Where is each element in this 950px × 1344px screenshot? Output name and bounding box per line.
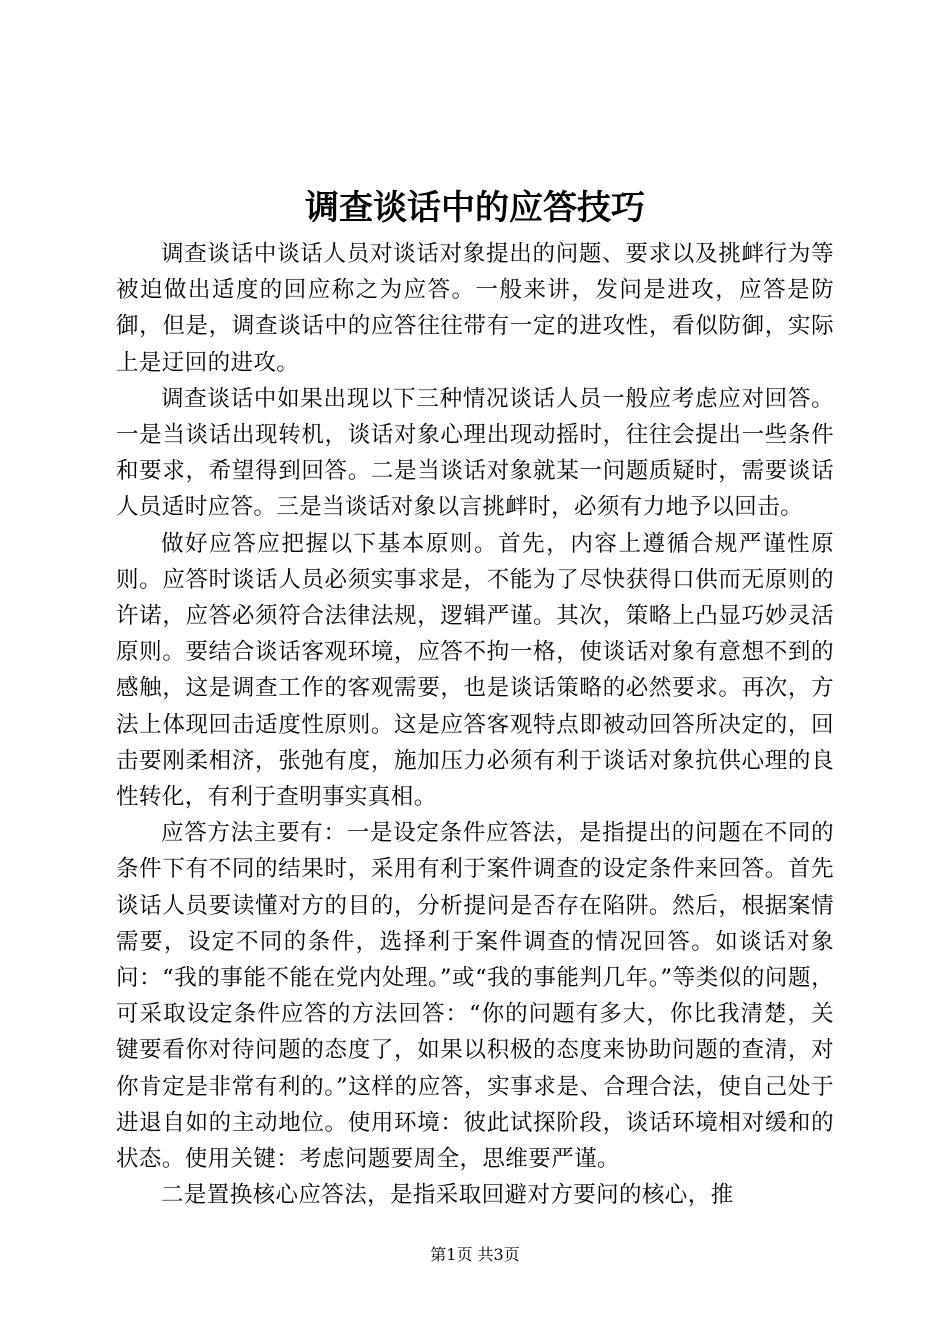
document-title: 调查谈话中的应答技巧: [305, 188, 645, 228]
paragraph: 做好应答应把握以下基本原则。首先，内容上遵循合规严谨性原则。应答时谈话人员必须实事求是，不能为了尽快获得口供而无原则的许诺，应答必须符合法律法规，逻辑严谨。其次，策略上凸显巧妙灵活原则。要结合谈话客观环境，应答不拘一格，使谈话对象有意想不到的感触，这是调查工作的客观需要，也是谈话策略的必然要求。再次，方法上体现回击适度性原则。这是应答客观特点即被动回答所决定的，回击要刚柔相济，张弛有度，施加压力必须有利于谈话对象抗供心理的良性转化，有利于查明事实真相。: [116, 530, 834, 811]
paragraph: 调查谈话中如果出现以下三种情况谈话人员一般应考虑应对回答。一是当谈话出现转机，谈话对象心理出现动摇时，往往会提出一些条件和要求，希望得到回答。二是当谈话对象就某一问题质疑时，需要谈话人员适时应答。三是当谈话对象以言挑衅时，必须有力地予以回击。: [116, 385, 834, 521]
page-number-footer: 第1页 共3页: [430, 1245, 520, 1264]
paragraph: 应答方法主要有：一是设定条件应答法，是指提出的问题在不同的条件下有不同的结果时，采用有利于案件调查的设定条件来回答。首先谈话人员要读懂对方的目的，分析提问是否存在陷阱。然后，根据案情需要，设定不同的条件，选择利于案件调查的情况回答。如谈话对象问：“我的事能不能在党内处理。”或“我的事能判几年。”等类似的问题，可采取设定条件应答的方法回答：“你的问题有多大，你比我清楚，关键要看你对待问题的态度了，如果以积极的态度来协助问题的查清，对你肯定是非常有利的。”这样的应答，实事求是、合理合法，使自己处于进退自如的主动地位。使用环境：彼此试探阶段，谈话环境相对缓和的状态。使用关键：考虑问题要周全，思维要严谨。: [116, 820, 834, 1173]
paragraph: 调查谈话中谈话人员对谈话对象提出的问题、要求以及挑衅行为等被迫做出适度的回应称之为应答。一般来讲，发问是进攻，应答是防御，但是，调查谈话中的应答往往带有一定的进攻性，看似防御，实际上是迂回的进攻。: [116, 241, 834, 376]
paragraph: 二是置换核心应答法，是指采取回避对方要问的核心，推: [161, 1182, 734, 1209]
document-body: [116, 236, 834, 1213]
